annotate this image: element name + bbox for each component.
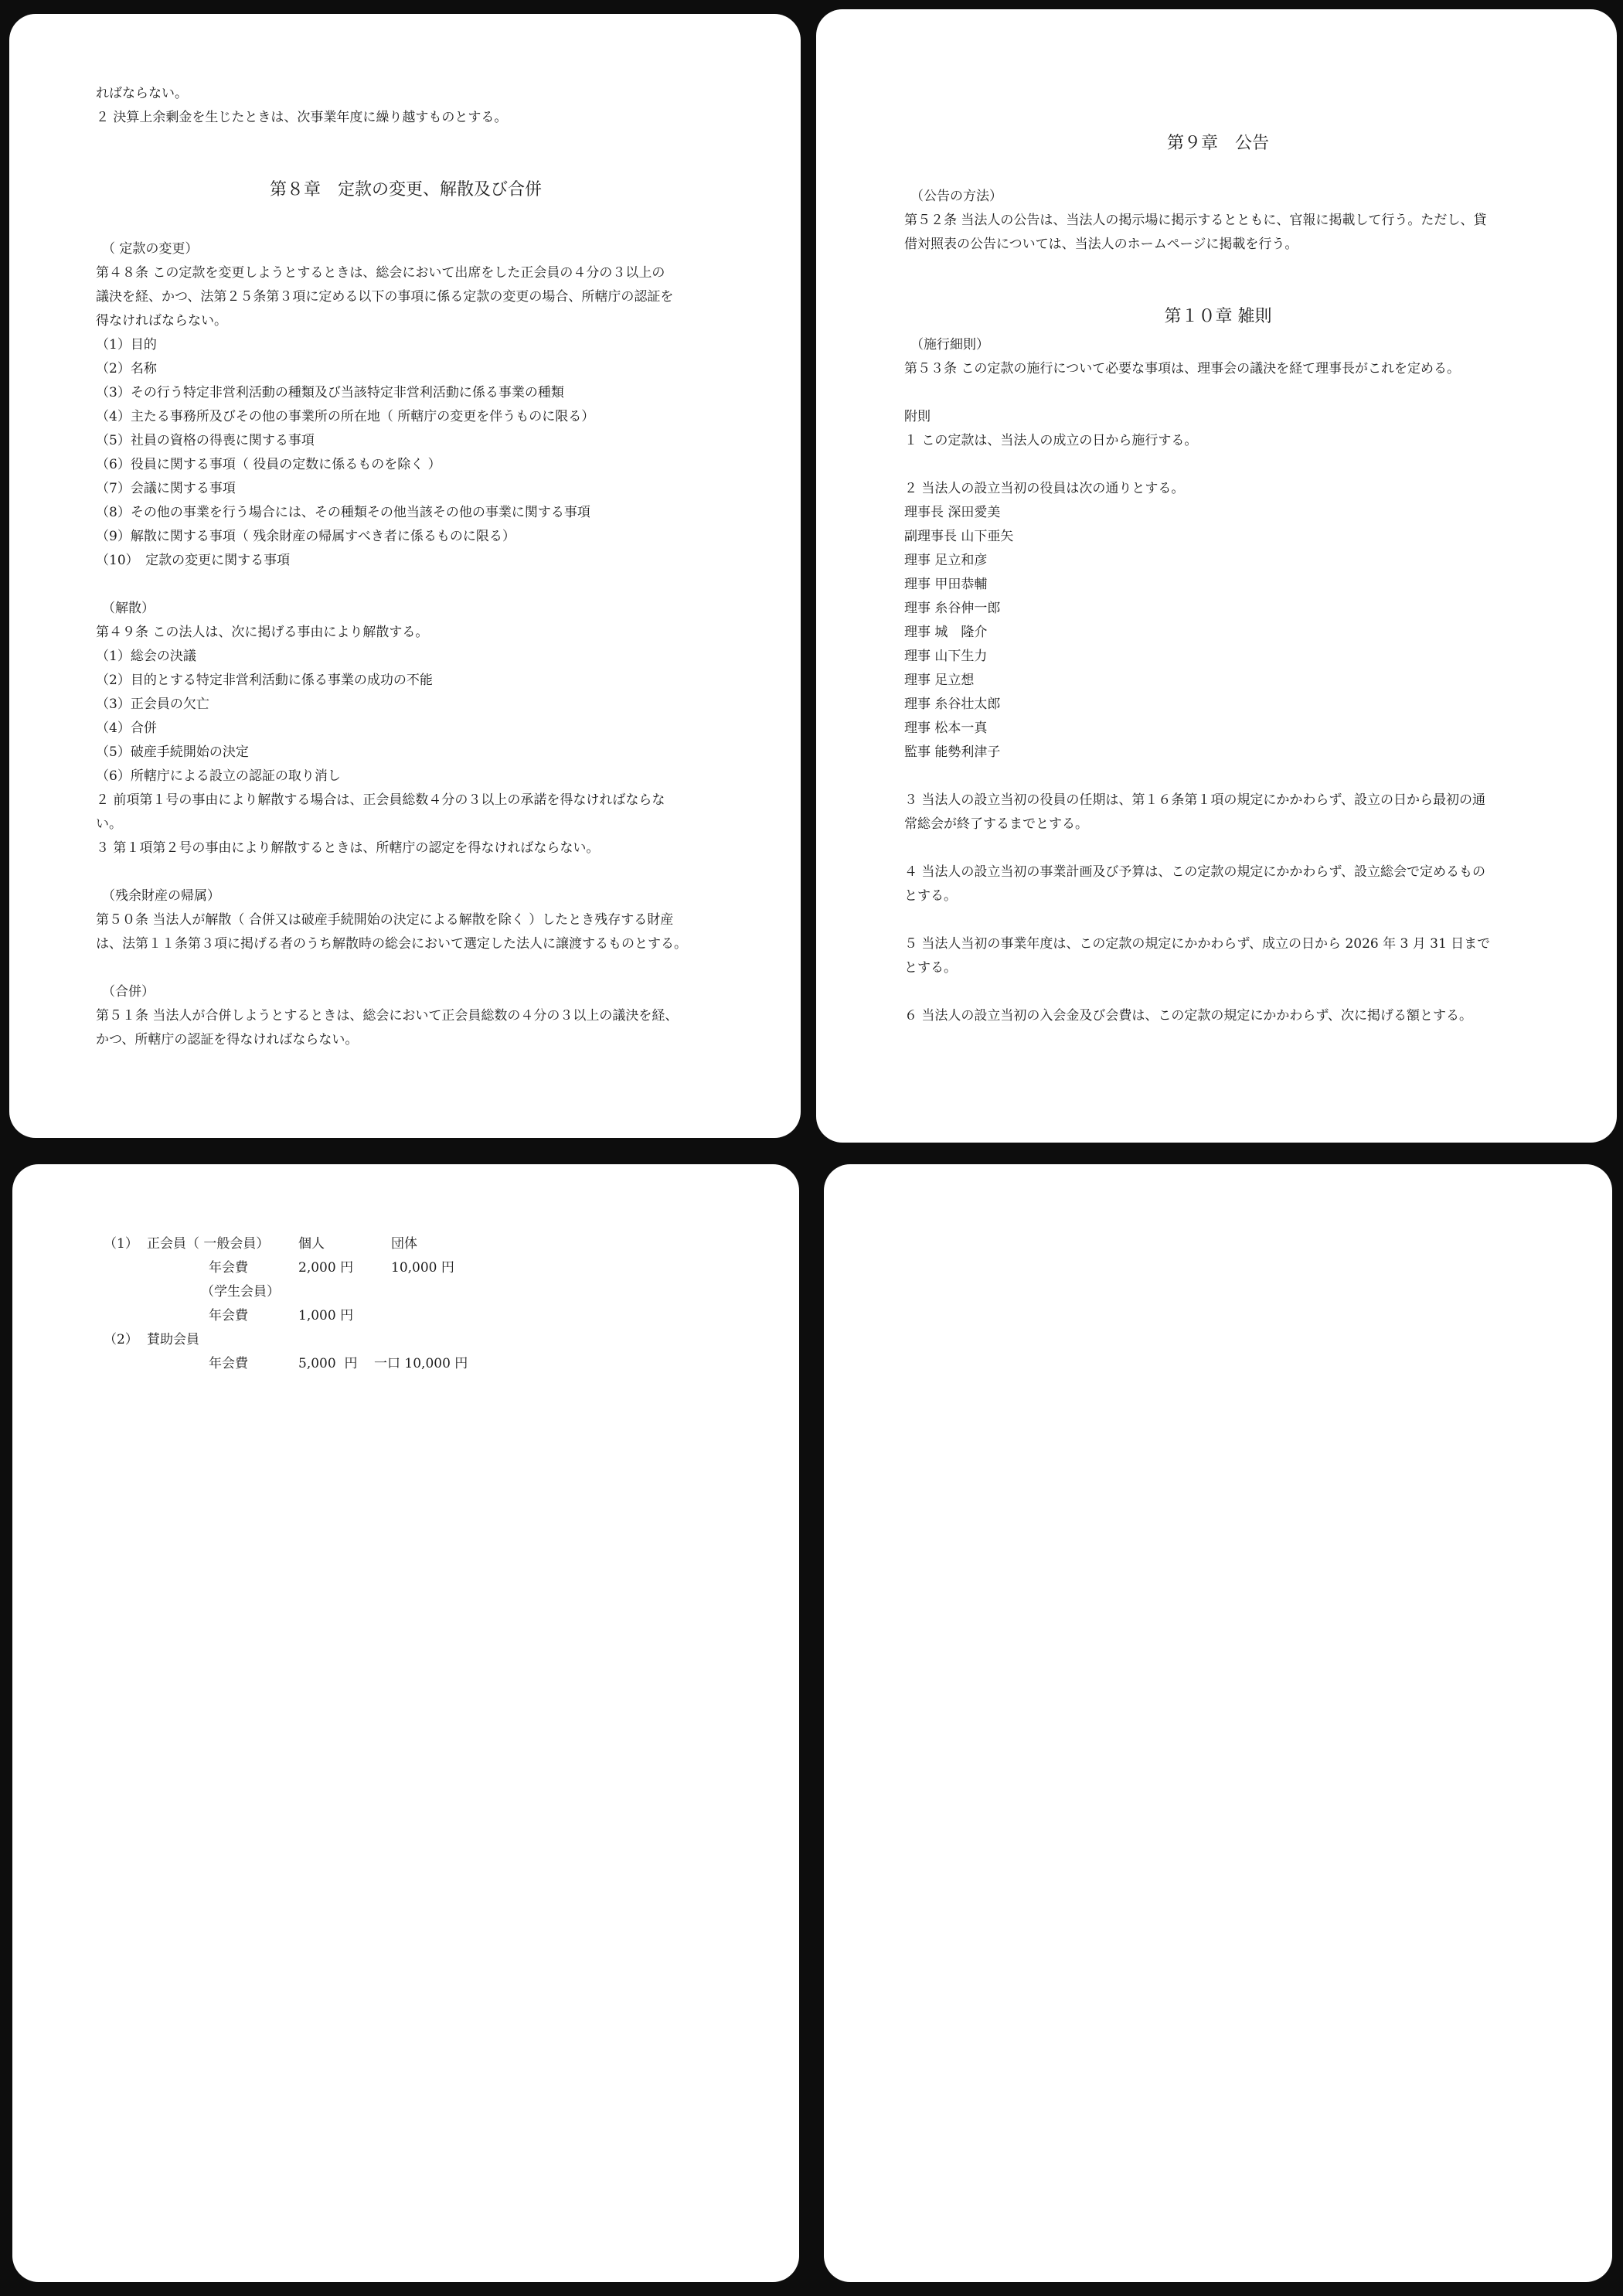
fee-row [104, 1256, 799, 1280]
list-item: （2）名称 [96, 361, 157, 376]
list-item: （3）その行う特定非営利活動の種類及び当該特定非営利活動に係る事業の種類 [96, 385, 564, 400]
chapter-heading: 第１０章 雑則 [1164, 307, 1272, 326]
article-line: 第５２条 当法人の公告は、当法人の掲示場に掲示するとともに、官報に掲載して行う。ただし、貸 [904, 213, 1487, 228]
article-line: ２ 前項第１号の事由により解散する場合は、正会員総数４分の３以上の承諾を得なければならな [96, 792, 665, 808]
fee-label: 年会費 [209, 1260, 248, 1276]
section-heading: （残余財産の帰属） [102, 888, 220, 904]
section-heading: （公告の方法） [910, 189, 1002, 204]
supplementary-heading: 附則 [904, 409, 931, 424]
fee-column-header: 個人 [298, 1236, 325, 1252]
document-page-4-blank [824, 1164, 1612, 2282]
fee-amount: 1,000 円 [298, 1308, 354, 1323]
text-line: ればならない。 [96, 86, 188, 101]
officer-line: 理事 足立想 [904, 673, 975, 688]
chapter-heading: 第９章 公告 [1166, 134, 1269, 153]
article-line: ６ 当法人の設立当初の入会金及び会費は、この定款の規定にかかわらず、次に掲げる額とする。 [904, 1008, 1473, 1024]
officer-line: 理事 甲田恭輔 [904, 577, 988, 592]
fee-amount: 5,000 円 [298, 1356, 358, 1371]
fee-row [104, 1328, 799, 1352]
fee-row [104, 1352, 799, 1376]
article-line: ５ 当法人当初の事業年度は、この定款の規定にかかわらず、成立の日から 2026 年 3 月 31 日まで [904, 936, 1491, 952]
fee-label: 年会費 [209, 1308, 248, 1323]
officer-line: 理事 糸谷壮太郎 [904, 697, 1001, 712]
list-item: （1）総会の決議 [96, 649, 196, 664]
section-heading: （解散） [102, 601, 155, 616]
article-line: 第５０条 当法人が解散（ 合併又は破産手続開始の決定による解散を除く ）したとき残存する財産 [96, 912, 674, 928]
fee-amount: 10,000 円 [391, 1260, 454, 1276]
article-line: ３ 第１項第２号の事由により解散するときは、所轄庁の認定を得なければならない。 [96, 840, 600, 856]
list-item: （7）会議に関する事項 [96, 481, 236, 496]
article-line: 常総会が終了するまでとする。 [904, 816, 1088, 832]
article-line: １ この定款は、当法人の成立の日から施行する。 [904, 433, 1198, 448]
fee-column-header: 団体 [391, 1236, 417, 1252]
fee-row [104, 1280, 799, 1304]
article-line: は、法第１１条第３項に掲げる者のうち解散時の総会において選定した法人に譲渡するものとする。 [96, 936, 687, 952]
fee-amount: 一口 10,000 円 [374, 1356, 468, 1371]
list-item: （4）合併 [96, 720, 157, 736]
document-page-3 [12, 1164, 799, 2282]
article-line: ３ 当法人の設立当初の役員の任期は、第１６条第１項の規定にかかわらず、設立の日から最初の通 [904, 792, 1486, 808]
officer-line: 副理事長 山下亜矢 [904, 529, 1014, 544]
article-line: 第５３条 この定款の施行について必要な事項は、理事会の議決を経て理事長がこれを定める。 [904, 361, 1461, 376]
fee-category: 正会員（ 一般会員） [147, 1236, 270, 1252]
fee-category: 賛助会員 [147, 1332, 199, 1347]
fee-number: （1） [104, 1236, 138, 1252]
fee-category: （学生会員） [201, 1284, 280, 1300]
article-line: ２ 当法人の設立当初の役員は次の通りとする。 [904, 481, 1185, 496]
article-line: 第５１条 当法人が合併しようとするときは、総会において正会員総数の４分の３以上の議決を経、 [96, 1008, 679, 1024]
article-line: 借対照表の公告については、当法人のホームページに掲載を行う。 [904, 237, 1298, 252]
article-line: かつ、所轄庁の認証を得なければならない。 [96, 1032, 359, 1048]
article-line: 第４８条 この定款を変更しようとするときは、総会において出席をした正会員の４分の３以上の [96, 265, 665, 281]
document-page-1 [9, 14, 801, 1138]
list-item: （1）目的 [96, 337, 157, 353]
officer-line: 監事 能勢利津子 [904, 744, 1001, 760]
section-heading: （合併） [102, 984, 155, 1000]
fee-amount: 2,000 円 [298, 1260, 354, 1276]
officer-line: 理事長 深田愛美 [904, 505, 1001, 520]
article-line: い。 [96, 816, 122, 832]
fee-label: 年会費 [209, 1356, 248, 1371]
officer-line: 理事 山下生力 [904, 649, 988, 664]
list-item: （6）所轄庁による設立の認証の取り消し [96, 768, 341, 784]
list-item: （8）その他の事業を行う場合には、その種類その他当該その他の事業に関する事項 [96, 505, 590, 520]
list-item: （10） 定款の変更に関する事項 [96, 553, 291, 568]
section-heading: （施行細則） [910, 337, 989, 353]
document-page-2 [816, 9, 1617, 1143]
list-item: （4）主たる事務所及びその他の事業所の所在地（ 所轄庁の変更を伴うものに限る） [96, 409, 595, 424]
article-line: 得なければならない。 [96, 313, 227, 329]
fee-row [104, 1304, 799, 1328]
officer-line: 理事 松本一真 [904, 720, 988, 736]
officer-line: 理事 糸谷伸一郎 [904, 601, 1001, 616]
article-line: とする。 [904, 888, 957, 904]
list-item: （5）社員の資格の得喪に関する事項 [96, 433, 315, 448]
article-line: 第４９条 この法人は、次に掲げる事由により解散する。 [96, 625, 429, 640]
list-item: （2）目的とする特定非営利活動に係る事業の成功の不能 [96, 673, 433, 688]
list-item: （3）正会員の欠亡 [96, 697, 209, 712]
article-line: とする。 [904, 960, 957, 976]
text-line: ２ 決算上余剰金を生じたときは、次事業年度に繰り越すものとする。 [96, 110, 508, 125]
list-item: （6）役員に関する事項（ 役員の定数に係るものを除く ） [96, 457, 441, 472]
list-item: （5）破産手続開始の決定 [96, 744, 249, 760]
chapter-heading: 第８章 定款の変更、解散及び合併 [269, 180, 542, 199]
officer-line: 理事 足立和彦 [904, 553, 988, 568]
officer-line: 理事 城 隆介 [904, 625, 988, 640]
fee-number: （2） [104, 1332, 138, 1347]
article-line: ４ 当法人の設立当初の事業計画及び予算は、この定款の規定にかかわらず、設立総会で定めるもの [904, 864, 1486, 880]
fee-row [104, 1232, 799, 1256]
section-heading: （ 定款の変更） [102, 241, 199, 257]
article-line: 議決を経、かつ、法第２５条第３項に定める以下の事項に係る定款の変更の場合、所轄庁の認証を [96, 289, 674, 305]
list-item: （9）解散に関する事項（ 残余財産の帰属すべき者に係るものに限る） [96, 529, 515, 544]
